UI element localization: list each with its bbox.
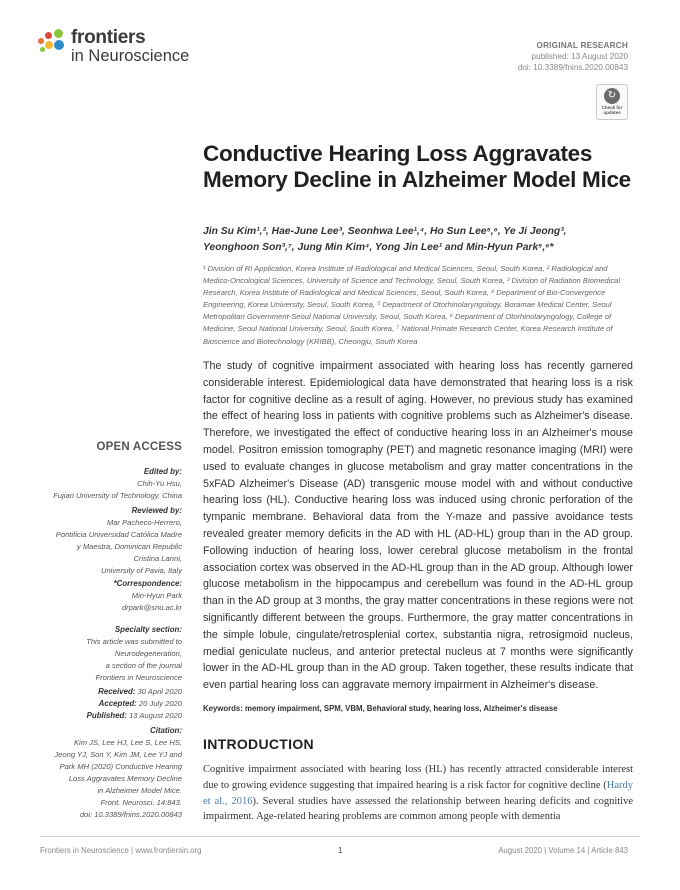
correspondence-label: *Correspondence: [113, 579, 182, 588]
reviewer1-affiliation-2: y Maestra, Dominican Republic [76, 542, 182, 551]
footer-journal-link[interactable]: Frontiers in Neuroscience | www.frontiersin.org [40, 846, 202, 855]
journal-logo[interactable] [38, 27, 198, 71]
editor-name: Chih-Yu Hsu, [137, 479, 182, 488]
article-meta [518, 40, 628, 73]
reviewed-by-block [40, 505, 182, 577]
affiliations: ¹ Division of RI Application, Korea Institute of Radiological and Medical Sciences, Seoul, South Korea, ² Radiological and Medico-Oncological Sciences, University of Science and Technology, Seoul, South Korea, ³ Division of Radiation Biomedical Research, Korea Institute of Radiological and Medical Sciences, Seoul, South Korea, ⁴ Department of Bio-Convergence Engineering, Korea University, Seoul, South Korea, ⁵ Department of Otorhinolaryngology, Boramae Medical Center, Seoul Metropolitan Government-Seoul National University, Seoul, South Korea, ⁶ Department of Otorhinolaryngology, College of Medicine, Seoul National University, Seoul, South Korea, ⁷ National Primate Research Center, Korea Research Institute of Bioscience and Biotechnology (KRIBB), Cheongju, South Korea [203, 264, 621, 346]
page-number: 1 [338, 846, 343, 855]
accepted-label: Accepted: [98, 699, 137, 708]
update-check-icon: ↻ [604, 88, 620, 104]
reviewer1-name: Mar Pacheco-Herrero, [106, 518, 182, 527]
dates-block [40, 686, 182, 722]
citation-line-4: Loss Aggravates Memory Decline [68, 774, 182, 783]
published-row [40, 710, 182, 722]
published-date: published: 13 August 2020 [531, 52, 628, 61]
citation-line-7[interactable]: doi: 10.3389/fnins.2020.00843 [79, 810, 182, 819]
reviewed-by-label: Reviewed by: [131, 506, 182, 515]
keywords: Keywords: memory impairment, SPM, VBM, Behavioral study, hearing loss, Alzheimer's disease [203, 704, 558, 713]
authors-line-2: Yeonghoon Son³,⁷, Jung Min Kim⁴, Yong Jin Lee¹ and Min-Hyun Park⁵,⁶* [203, 242, 554, 253]
logo-wordmark: frontiers [71, 27, 146, 48]
article-doi[interactable]: doi: 10.3389/fnins.2020.00843 [517, 63, 628, 72]
citation-line-5: in Alzheimer Model Mice. [97, 786, 182, 795]
received-row [40, 686, 182, 698]
edited-by-label: Edited by: [143, 467, 182, 476]
reviewer2-name: Cristina Lanni, [133, 554, 182, 563]
intro-text-1: Cognitive impairment associated with hearing loss (HL) has recently attracted considerable interest due to growing evidence suggesting that impaired hearing is a risk factor for cognitive decline ( [203, 764, 633, 791]
specialty-section-block [40, 624, 182, 684]
reviewer2-affiliation: University of Pavia, Italy [100, 566, 182, 575]
check-updates-line2: updates [603, 110, 621, 115]
reviewer1-affiliation-1: Pontificia Universidad Católica Madre [55, 530, 182, 539]
specialty-label: Specialty section: [114, 625, 182, 634]
citation-label: Citation: [150, 726, 182, 735]
abstract: The study of cognitive impairment associated with hearing loss has recently garnered considerable interest. Epidemiological data have demonstrated that hearing loss is a risk factor for cognitive decline as a result of aging. However, no previous study has examined the effect of hearing loss in patients with cognitive problems such as Alzheimer's disease. Therefore, we investigated the effect of conductive hearing loss in an Alzheimer's mouse model. Positron emission tomography (PET) and magnetic resonance imaging (MRI) were used to evaluate changes in glucose metabolism and gray matter concentrations in the 5xFAD Alzheimer's Disease (AD) transgenic mouse model with and without conductive hearing loss (HL). Conductive hearing loss was induced using chronic perforation of the tympanic membrane. Behavioral data from the Y-maze and passive avoidance tests revealed greater memory deficits in the AD with HL (AD-HL) group than in the AD group. Following induction of hearing loss, lower cerebral glucose metabolism in the frontal association cortex was observed in the AD-HL group than in the AD group. Although lower glucose metabolism in the hippocampus and cerebellum was found in the AD-HL group than in the AD group at 3 months, the gray matter concentrations in these regions were not significantly different between the groups. Furthermore, the gray matter concentrations in the simple lobule, cingulate/retrosplenial cortex, substantia nigra, retrosigmoid nucleus, medial geniculate nucleus, and anterior pretectal nucleus at 7 months were significantly lower in the AD-HL group than in the AD group. Taken together, these results indicate that even partial hearing loss can aggravate memory impairment in Alzheimer's disease. [203, 360, 633, 692]
check-updates-line1: Check for [601, 105, 623, 110]
citation-line-3: Park MH (2020) Conductive Hearing [59, 762, 182, 771]
editor-affiliation: Fujian University of Technology, China [53, 491, 182, 500]
accepted-row [40, 698, 182, 710]
correspondence-email[interactable]: drpark@snu.ac.kr [121, 603, 182, 612]
article-title: Conductive Hearing Loss Aggravates Memory Decline in Alzheimer Model Mice [203, 141, 631, 192]
introduction-heading: INTRODUCTION [203, 736, 314, 752]
logo-dots-icon [38, 29, 66, 55]
citation-block [40, 725, 182, 821]
received-label: Received: [98, 687, 136, 696]
citation-line-1: Kim JS, Lee HJ, Lee S, Lee HS, [73, 738, 182, 747]
footer-issue-info: August 2020 | Volume 14 | Article 843 [498, 846, 628, 855]
accepted-date: 20 July 2020 [138, 699, 182, 708]
received-date: 30 April 2020 [137, 687, 182, 696]
logo-journal-name: in Neuroscience [71, 47, 190, 65]
footer-divider [40, 836, 640, 837]
published-date-side: 13 August 2020 [129, 711, 182, 720]
authors-line-1: Jin Su Kim¹,², Hae-June Lee³, Seonhwa Lee¹,⁴, Ho Sun Lee⁵,⁶, Ye Ji Jeong³, [203, 226, 567, 237]
article-type: ORIGINAL RESEARCH [536, 41, 628, 50]
correspondence-name: Min-Hyun Park [131, 591, 182, 600]
citation-link[interactable]: Hardy et al., 2016 [203, 779, 633, 807]
specialty-line-2: Neurodegeneration, [114, 649, 182, 658]
specialty-line-4: Frontiers in Neuroscience [95, 673, 182, 682]
specialty-line-3: a section of the journal [105, 661, 182, 670]
specialty-line-1: This article was submitted to [86, 637, 182, 646]
citation-line-6: Front. Neurosci. 14:843. [100, 798, 182, 807]
open-access-label: OPEN ACCESS [96, 441, 182, 453]
correspondence-block [40, 578, 182, 614]
introduction-paragraph [203, 762, 633, 825]
citation-line-2: Jeong YJ, Son Y, Kim JM, Lee YJ and [54, 750, 182, 759]
edited-by-block [40, 466, 182, 502]
intro-text-2: ). Several studies have assessed the relationship between hearing deficits and cognitive impairment. Age-related hearing problems are common among people with dementia [203, 795, 633, 823]
check-for-updates-button[interactable] [596, 84, 628, 120]
author-list [203, 224, 633, 256]
published-label: Published: [86, 711, 127, 720]
